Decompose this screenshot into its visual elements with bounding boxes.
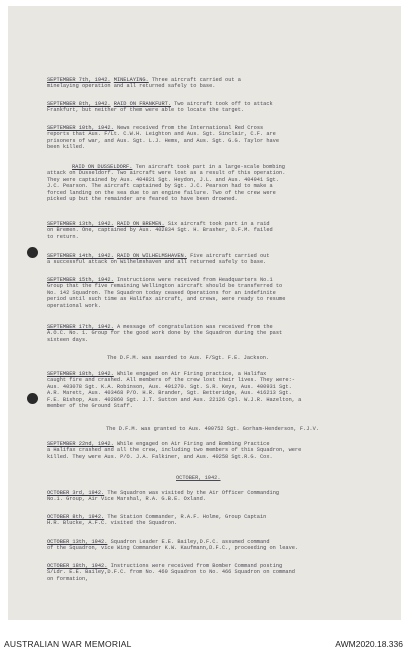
entry-line: minelaying operation and all returned safely to base. [47,83,216,90]
entry-line: Aus. 403078 Sgt. K.A. Robinson, Aus. 401270. Sgt. S.R. Keys, Aus. 400931 Sgt. [47,383,292,390]
entry-heading: MINELAYING. [113,77,149,83]
entry-line: of the Squadron, vice Wing Commander K.W. Kaufmann,D.F.C., proceeding on leave. [47,545,299,552]
diary-entry [47,371,367,409]
entry-line: F.E. Bishop, Aus. 402860 Sgt. J.T. Sutton and Aus. 22126 Cpl. W.J.R. Hazelton, a [47,396,302,403]
diary-entry [47,221,367,240]
entry-line: caught fire and crashed. All members of the crew lost their lives. They were:- [47,377,295,384]
entry-heading: RAID ON BREMEN. [116,221,165,227]
entry-date: SEPTEMBER 18th, 1942. [47,371,114,377]
diary-entry [47,125,367,151]
entry-line: J.C. Pearson. The aircraft captained by Sgt. J.C. Pearson had to make a [47,183,273,190]
entry-date: SEPTEMBER 7th, 1942. [47,77,111,83]
entry-line: Five aircraft carried out [190,253,270,259]
entry-line: forced landing on the sea due to an engine failure. Two of the crew were [47,189,276,196]
entry-date: OCTOBER 13th, 1942. [47,539,108,545]
entry-line: been killed. [47,144,86,151]
diary-entry [47,101,367,114]
entry-line: prisoners of war, and Aus. Sgt. L.J. Hems, and Aus. Sgt. G.G. Taylor have [47,137,280,144]
diary-entry [47,253,367,266]
entry-line: period until such time as Halifax aircraft, and crews, were ready to resume [47,296,286,303]
diary-entry [47,77,367,90]
entry-line: Instructions were received from Headquarters No.1 [116,277,273,283]
entry-line: News received from the International Red Cross [116,125,264,131]
entry-line: picked up but the remainder are feared to have been drowned. [47,196,238,203]
entry-line: attack on Dusseldorf. Two aircraft were lost as a result of this operation. [47,170,286,177]
entry-line: They were captained by Aus. 404821 Sgt. Heydon, J.L. and Aus. 404941 Sgt. [47,176,280,183]
diary-entry [47,490,367,503]
entry-date: SEPTEMBER 22nd, 1942. [47,441,114,447]
entry-date: SEPTEMBER 14th, 1942. [47,253,114,259]
diary-entry [47,441,367,460]
entry-date: OCTOBER 3rd, 1942. [47,490,105,496]
entry-line: No.1. Group, Air Vice Marshal, R.A. G.B.E. Oxland. [47,496,206,503]
entry-line: The Station Commander, R.A.F. Holme, Group Captain [107,514,267,520]
entry-line: No. 142 Squadron. The Squadron today ceased Operations for an indefinite [47,289,276,296]
diary-entry [47,539,367,552]
entry-date: SEPTEMBER 17th, 1942. [47,324,114,330]
entry-line: Six aircraft took part in a raid [167,221,270,227]
entry-line: A.R. Marett, Aus. 403468 P/O. H.R. Brander, Sgt. Betteridge, Aus. 416213 Sgt. [47,390,292,397]
entry-line: a successful attack on Wilhelmshaven and all returned safely to base. [47,259,267,266]
entry-date: SEPTEMBER 15th, 1942. [47,277,114,283]
entry-line: Frankfurt, but neither of them were able to locate the target. [47,107,245,114]
award-note: The D.F.M. was granted to Aus. 400752 Sgt. Gorham-Henderson, F.J.V. [106,426,319,432]
diary-entry [47,277,367,309]
entry-line: to return. [47,233,79,240]
entry-line: sixteen days. [47,336,89,343]
entry-line: member of the Ground Staff. [47,403,133,410]
entry-date: OCTOBER 18th, 1942. [47,563,108,569]
entry-line: operational work. [47,302,102,309]
entry-line: Group that the five remaining Wellington aircraft should be transferred to [47,283,283,290]
entry-line: reports that Aus. F/Lt. C.W.H. Leighton and Aus. Sgt. Sinclair, C.F. are [47,131,276,138]
entry-date: SEPTEMBER 8th, 1942. [47,101,111,107]
entry-line: H.R. Blucke, A.F.C. visited the Squadron. [47,520,178,527]
entry-heading: RAID ON DUSSELDORF. [72,164,133,170]
entry-date: SEPTEMBER 10th, 1942. [47,125,114,131]
entry-line: While engaged on Air Firing and Bombing Practice [116,441,270,447]
entry-line: Two aircraft took off to attack [174,101,273,107]
entry-line: killed. They were Aus. P/O. J.A. Falkiner, and Aus. 40258 Sgt.R.G. Cox. [47,453,273,460]
diary-entry [47,563,367,582]
entry-line: Three aircraft carried out a [151,77,241,83]
entry-line: a Halifax crashed and all the crew, including two members of this Squadron, were [47,447,302,454]
award-note: The D.F.M. was awarded to Aus. F/Sgt. F.E. Jackson. [107,355,270,361]
entry-line: S/Ldr. E.E. Bailey,D.F.C. from No. 460 Squadron to No. 466 Squadron on command [47,569,295,576]
entry-line: A.O.C. No. 1. Group for the good work done by the Squadron during the past [47,330,283,337]
entry-heading: RAID ON FRANKFURT. [113,101,171,107]
entry-line: While engaged on Air Firing practice, a Halifax [116,371,267,377]
entry-line: A message of congratulation was received from the [116,324,273,330]
entry-line: Squadron Leader E.E. Bailey,D.F.C. assumed command [110,539,270,545]
entry-heading: RAID ON WILHELMSHAVEN. [116,253,187,259]
entry-line: Ten aircraft took part in a large-scale bombing [135,164,285,170]
entry-line: on Bremen. One, captained by Aus. 402834 Sgt. H. Brasher, D.F.M. failed [47,227,273,234]
archive-name: AUSTRALIAN WAR MEMORIAL [4,639,132,649]
archive-footer [0,620,409,653]
entry-date: SEPTEMBER 13th, 1942. [47,221,114,227]
diary-entry [47,324,367,343]
diary-entry-continued [47,170,367,202]
diary-entry [47,514,367,527]
entry-date: OCTOBER 8th, 1942. [47,514,105,520]
month-heading: OCTOBER, 1942. [176,475,221,481]
entry-line: The Squadron was visited by the Air Officer Commanding [107,490,280,496]
entry-line: on formation, [47,575,89,582]
entry-line: Instructions were received from Bomber Command posting [110,563,283,569]
archive-reference: AWM2020.18.336 [335,639,403,649]
